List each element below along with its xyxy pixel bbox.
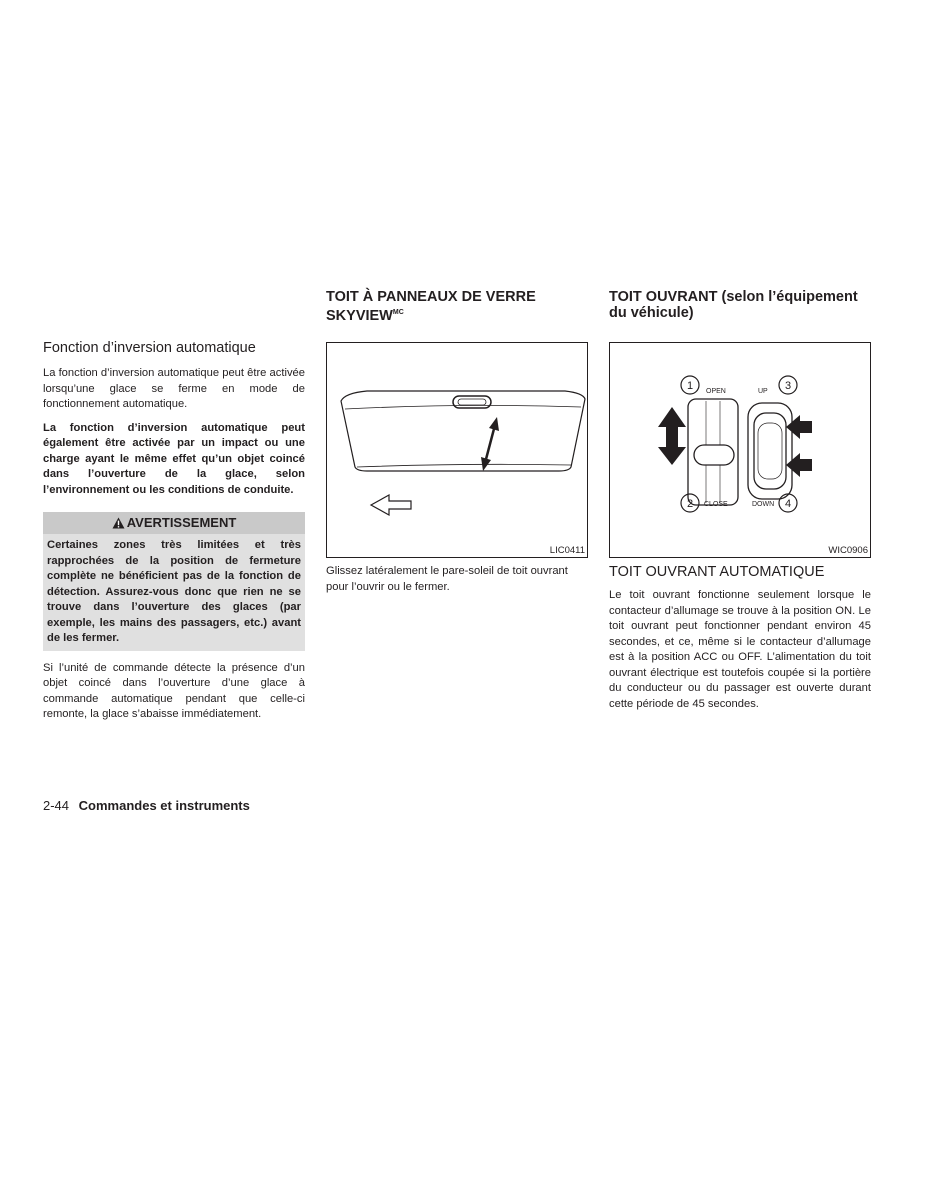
sunroof-switch-figure: [609, 342, 871, 558]
sunroof-title-rest: (selon l’équipement du véhicule): [609, 289, 858, 321]
sunshade-figure: [326, 342, 588, 558]
warning-text: Certaines zones très limitées et très rapprochées de la position de fermeture complète ne bénéficient pas de la fonction de détection. Assurez-vous donc que rien ne se trouve dans l’ouverture des glaces (par exemple, les mains des passagers, etc.) avant de les fermer.: [43, 534, 305, 651]
warning-title: AVERTISSEMENT: [126, 515, 237, 530]
auto-reverse-paragraph-2: La fonction d’inversion automatique peut également être activée par un impact ou une charge ayant le même effet qu’un objet coincé dans l’ouverture de la glace, selon l’environnement ou les conditions de conduite.: [43, 421, 305, 496]
sunroof-switch-illustration: [610, 343, 870, 557]
page-number: 2-44: [43, 798, 70, 813]
label-down: DOWN: [752, 501, 775, 508]
sunshade-illustration: [327, 343, 587, 557]
callout-3: 3: [784, 380, 792, 392]
label-up: UP: [758, 388, 768, 395]
page-footer: [43, 798, 250, 813]
auto-reverse-paragraph-3: Si l’unité de commande détecte la présence d’un objet coincé dans l’ouverture d’une glace à commande automatique pendant que celle-ci remonte, la glace s’abaisse immédiatement.: [43, 661, 305, 720]
warning-header: [43, 512, 305, 534]
auto-reverse-paragraph-1: La fonction d’inversion automatique peut être activée lorsqu’une glace se ferme en mode de fonctionnement automatique.: [43, 367, 305, 410]
callout-2: 2: [686, 498, 694, 510]
sunroof-title-main: TOIT OUVRANT: [609, 289, 718, 305]
skyview-title: [326, 289, 588, 324]
figure-code-lic0411: LIC0411: [549, 545, 585, 556]
auto-sunroof-subheading: TOIT OUVRANT AUTOMATIQUE: [609, 564, 825, 580]
warning-icon: [112, 517, 125, 529]
skyview-title-line2: SKYVIEW: [326, 307, 393, 324]
label-close: CLOSE: [704, 501, 728, 508]
skyview-title-line1: TOIT À PANNEAUX DE VERRE: [326, 289, 536, 305]
figure-code-wic0906: WIC0906: [828, 545, 868, 556]
section-name: Commandes et instruments: [78, 798, 250, 813]
auto-sunroof-body: Le toit ouvrant fonctionne seulement lorsque le contacteur d’allumage se trouve à la position ON. Le toit ouvrant peut fonctionner pendant environ 45 secondes, et ce, même si le contacteur d’allumage est à la position ACC ou OFF. L’alimentation du toit ouvrant électrique est toutefois coupée si la portière du conducteur ou du passager est ouverte durant cette période de 45 secondes.: [609, 589, 871, 710]
left-column: [43, 340, 305, 731]
sunshade-caption: Glissez latéralement le pare-soleil de toit ouvrant pour l’ouvrir ou le fermer.: [326, 565, 568, 593]
label-open: OPEN: [706, 388, 726, 395]
sunroof-title: [609, 289, 871, 321]
auto-reverse-subheading: Fonction d’inversion automatique: [43, 340, 256, 356]
callout-4: 4: [784, 498, 792, 510]
right-column: [609, 289, 871, 321]
callout-1: 1: [686, 380, 694, 392]
skyview-title-sup: MC: [392, 309, 404, 316]
middle-column: [326, 289, 588, 324]
